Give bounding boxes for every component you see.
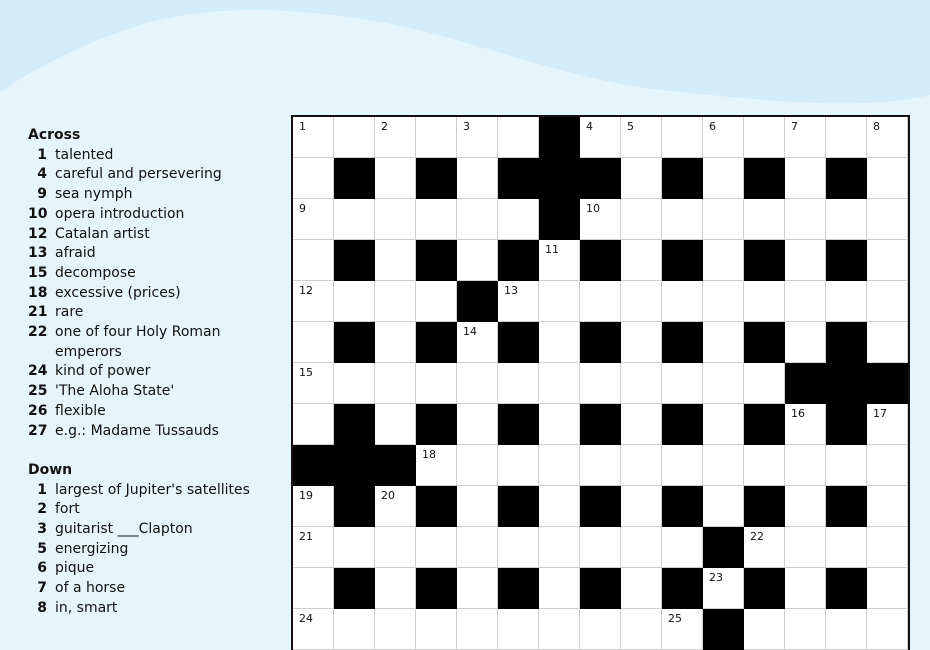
grid-cell[interactable]	[662, 199, 703, 240]
black-cell	[826, 240, 867, 281]
black-cell	[580, 322, 621, 363]
across-clue-26[interactable]	[28, 402, 283, 422]
grid-cell[interactable]	[621, 117, 662, 158]
across-clue-10[interactable]	[28, 205, 283, 225]
black-cell	[580, 486, 621, 527]
grid-cell[interactable]	[621, 486, 662, 527]
grid-cell[interactable]	[580, 199, 621, 240]
black-cell	[580, 404, 621, 445]
grid-cell[interactable]	[785, 199, 826, 240]
crossword-grid	[291, 115, 910, 650]
down-clue-2[interactable]	[28, 500, 283, 520]
cell-number: 8	[873, 120, 880, 133]
black-cell	[826, 322, 867, 363]
grid-cell[interactable]	[785, 486, 826, 527]
grid-cell[interactable]	[826, 527, 867, 568]
black-cell	[498, 240, 539, 281]
black-cell	[744, 568, 785, 609]
grid-cell[interactable]	[375, 486, 416, 527]
grid-cell[interactable]	[662, 363, 703, 404]
cell-number: 11	[545, 243, 559, 256]
grid-cell[interactable]	[375, 568, 416, 609]
clue-number: 15	[28, 264, 48, 281]
cell-number: 21	[299, 530, 313, 543]
grid-cell[interactable]	[621, 240, 662, 281]
grid-cell[interactable]	[539, 609, 580, 650]
grid-cell[interactable]	[580, 609, 621, 650]
cell-number: 25	[668, 612, 682, 625]
clue-number: 13	[28, 245, 48, 262]
cell-number: 23	[709, 571, 723, 584]
black-cell	[457, 281, 498, 322]
black-cell	[498, 486, 539, 527]
grid-cell[interactable]	[744, 609, 785, 650]
clue-number: 1	[37, 481, 47, 498]
grid-cell[interactable]	[785, 322, 826, 363]
across-clue-1[interactable]	[28, 146, 283, 166]
cell-number: 12	[299, 284, 313, 297]
grid-cell[interactable]	[621, 363, 662, 404]
clue-number: 22	[28, 324, 48, 341]
across-clue-9[interactable]	[28, 185, 283, 205]
grid-cell[interactable]	[621, 281, 662, 322]
clue-number: 7	[37, 580, 47, 597]
grid-cell[interactable]	[375, 609, 416, 650]
grid-cell[interactable]	[662, 445, 703, 486]
cell-number: 18	[422, 448, 436, 461]
across-section	[28, 126, 283, 441]
black-cell	[498, 322, 539, 363]
clue-text: sea nymph	[55, 186, 133, 203]
grid-cell[interactable]	[744, 527, 785, 568]
grid-cell[interactable]	[375, 281, 416, 322]
black-cell	[662, 322, 703, 363]
clue-number: 24	[28, 363, 48, 380]
grid-cell[interactable]	[293, 527, 334, 568]
clue-text: opera introduction	[55, 205, 185, 222]
clue-text: afraid	[55, 245, 96, 262]
clue-text: careful and persevering	[55, 166, 222, 183]
grid-cell[interactable]	[744, 199, 785, 240]
grid-cell[interactable]	[416, 363, 457, 404]
black-cell	[416, 486, 457, 527]
grid-cell[interactable]	[416, 117, 457, 158]
clue-number: 27	[28, 422, 48, 439]
black-cell	[744, 240, 785, 281]
grid-cell[interactable]	[703, 199, 744, 240]
cell-number: 22	[750, 530, 764, 543]
grid-cell[interactable]	[457, 117, 498, 158]
clue-number: 5	[37, 540, 47, 557]
black-cell	[539, 158, 580, 199]
clue-number: 3	[37, 521, 47, 538]
grid-cell[interactable]	[334, 527, 375, 568]
black-cell	[867, 363, 908, 404]
grid-cell[interactable]	[744, 281, 785, 322]
grid-cell[interactable]	[375, 117, 416, 158]
down-heading: Down	[28, 461, 73, 478]
cell-number: 3	[463, 120, 470, 133]
black-cell	[662, 158, 703, 199]
clue-number: 25	[28, 383, 48, 400]
grid-cell[interactable]	[416, 527, 457, 568]
grid-cell[interactable]	[539, 527, 580, 568]
black-cell	[416, 404, 457, 445]
grid-cell[interactable]	[744, 117, 785, 158]
grid-cell[interactable]	[703, 240, 744, 281]
black-cell	[703, 609, 744, 650]
cell-number: 24	[299, 612, 313, 625]
cell-number: 20	[381, 489, 395, 502]
grid-cell[interactable]	[457, 404, 498, 445]
grid-cell[interactable]	[457, 240, 498, 281]
clue-text: in, smart	[55, 599, 118, 616]
black-cell	[662, 404, 703, 445]
black-cell	[539, 117, 580, 158]
across-clue-13[interactable]	[28, 244, 283, 264]
clue-text: energizing	[55, 540, 129, 557]
grid-cell[interactable]	[785, 117, 826, 158]
black-cell	[785, 363, 826, 404]
grid-cell[interactable]	[703, 445, 744, 486]
grid-cell[interactable]	[826, 281, 867, 322]
black-cell	[744, 322, 785, 363]
grid-cell[interactable]	[539, 568, 580, 609]
grid-cell[interactable]	[703, 117, 744, 158]
across-clue-12[interactable]	[28, 225, 283, 245]
grid-cell[interactable]	[785, 568, 826, 609]
black-cell	[826, 486, 867, 527]
black-cell	[416, 240, 457, 281]
clue-number: 21	[28, 304, 48, 321]
grid-cell[interactable]	[457, 609, 498, 650]
across-clue-21[interactable]	[28, 303, 283, 323]
grid-cell[interactable]	[498, 445, 539, 486]
grid-cell[interactable]	[293, 363, 334, 404]
grid-cell[interactable]	[662, 117, 703, 158]
grid-cell[interactable]	[621, 158, 662, 199]
clue-number: 8	[37, 599, 47, 616]
grid-cell[interactable]	[293, 322, 334, 363]
black-cell	[416, 322, 457, 363]
cell-number: 9	[299, 202, 306, 215]
clue-text: 'The Aloha State'	[55, 383, 175, 400]
grid-cell[interactable]	[621, 568, 662, 609]
grid-cell[interactable]	[498, 199, 539, 240]
black-cell	[744, 486, 785, 527]
grid-cell[interactable]	[457, 527, 498, 568]
cell-number: 7	[791, 120, 798, 133]
grid-cell[interactable]	[334, 281, 375, 322]
grid-cell[interactable]	[334, 363, 375, 404]
grid-cell[interactable]	[703, 363, 744, 404]
clue-text: talented	[55, 146, 114, 163]
across-clue-22[interactable]	[28, 323, 283, 362]
grid-cell[interactable]	[826, 117, 867, 158]
clue-text: largest of Jupiter's satellites	[55, 481, 250, 498]
grid-cell[interactable]	[867, 158, 908, 199]
grid-cell[interactable]	[703, 404, 744, 445]
grid-cell[interactable]	[539, 486, 580, 527]
grid-cell[interactable]	[416, 199, 457, 240]
grid-cell[interactable]	[498, 609, 539, 650]
grid-cell[interactable]	[539, 281, 580, 322]
grid-cell[interactable]	[785, 527, 826, 568]
grid-cell[interactable]	[293, 568, 334, 609]
clue-text: decompose	[55, 264, 136, 281]
black-cell	[498, 158, 539, 199]
grid-cell[interactable]	[293, 117, 334, 158]
black-cell	[334, 445, 375, 486]
black-cell	[826, 568, 867, 609]
clue-number: 10	[28, 205, 48, 222]
down-clue-list	[28, 481, 283, 619]
clue-number: 18	[28, 284, 48, 301]
clue-text: Catalan artist	[55, 225, 150, 242]
grid-cell[interactable]	[785, 609, 826, 650]
grid-cell[interactable]	[375, 240, 416, 281]
grid-cell[interactable]	[785, 158, 826, 199]
grid-cell[interactable]	[334, 117, 375, 158]
cell-number: 10	[586, 202, 600, 215]
grid-cell[interactable]	[703, 281, 744, 322]
grid-cell[interactable]	[785, 281, 826, 322]
cell-number: 2	[381, 120, 388, 133]
black-cell	[662, 486, 703, 527]
down-clue-5[interactable]	[28, 540, 283, 560]
black-cell	[826, 158, 867, 199]
across-clue-15[interactable]	[28, 264, 283, 284]
clues-panel	[28, 126, 283, 619]
black-cell	[416, 568, 457, 609]
clue-number: 2	[37, 501, 47, 518]
black-cell	[539, 199, 580, 240]
grid-cell[interactable]	[621, 527, 662, 568]
grid-cell[interactable]	[293, 281, 334, 322]
clue-text: of a horse	[55, 580, 126, 597]
black-cell	[662, 240, 703, 281]
black-cell	[662, 568, 703, 609]
grid-cell[interactable]	[375, 527, 416, 568]
across-clue-24[interactable]	[28, 362, 283, 382]
grid-cell[interactable]	[621, 322, 662, 363]
clue-text: e.g.: Madame Tussauds	[55, 422, 219, 439]
grid-cell[interactable]	[539, 404, 580, 445]
grid-cell[interactable]	[457, 199, 498, 240]
grid-cell[interactable]	[293, 240, 334, 281]
grid-cell[interactable]	[662, 527, 703, 568]
black-cell	[334, 404, 375, 445]
cell-number: 14	[463, 325, 477, 338]
across-clue-27[interactable]	[28, 422, 283, 442]
black-cell	[580, 568, 621, 609]
grid-cell[interactable]	[457, 322, 498, 363]
across-clue-25[interactable]	[28, 382, 283, 402]
grid-cell[interactable]	[744, 445, 785, 486]
grid-cell[interactable]	[785, 445, 826, 486]
black-cell	[498, 404, 539, 445]
black-cell	[334, 158, 375, 199]
cell-number: 15	[299, 366, 313, 379]
cell-number: 4	[586, 120, 593, 133]
down-clue-8[interactable]	[28, 599, 283, 619]
grid-cell[interactable]	[498, 527, 539, 568]
grid-cell[interactable]	[498, 117, 539, 158]
cell-number: 17	[873, 407, 887, 420]
black-cell	[580, 240, 621, 281]
grid-cell[interactable]	[539, 363, 580, 404]
clue-number: 6	[37, 560, 47, 577]
grid-cell[interactable]	[375, 199, 416, 240]
grid-cell[interactable]	[867, 609, 908, 650]
black-cell	[703, 527, 744, 568]
grid-cell[interactable]	[867, 199, 908, 240]
grid-cell[interactable]	[539, 445, 580, 486]
black-cell	[826, 363, 867, 404]
black-cell	[334, 240, 375, 281]
black-cell	[744, 158, 785, 199]
clue-text: kind of power	[55, 363, 151, 380]
grid-cell[interactable]	[498, 281, 539, 322]
black-cell	[375, 445, 416, 486]
grid-cell[interactable]	[334, 609, 375, 650]
black-cell	[334, 486, 375, 527]
grid-cell[interactable]	[457, 568, 498, 609]
clue-number: 12	[28, 225, 48, 242]
clue-text: pique	[55, 560, 95, 577]
grid-cell[interactable]	[539, 322, 580, 363]
grid-cell[interactable]	[580, 281, 621, 322]
grid-cell[interactable]	[867, 240, 908, 281]
grid-cell[interactable]	[785, 404, 826, 445]
grid-cell[interactable]	[334, 199, 375, 240]
grid-cell[interactable]	[375, 363, 416, 404]
clue-text: excessive (prices)	[55, 284, 181, 301]
grid-cell[interactable]	[293, 199, 334, 240]
black-cell	[334, 568, 375, 609]
grid-cell[interactable]	[416, 445, 457, 486]
grid-cell[interactable]	[662, 609, 703, 650]
grid-cell[interactable]	[867, 486, 908, 527]
clue-number: 9	[37, 186, 47, 203]
grid-cell[interactable]	[867, 568, 908, 609]
cell-number: 6	[709, 120, 716, 133]
grid-cell[interactable]	[621, 609, 662, 650]
grid-cell[interactable]	[744, 363, 785, 404]
grid-cell[interactable]	[457, 486, 498, 527]
clue-text: flexible	[55, 402, 106, 419]
grid-cell[interactable]	[703, 486, 744, 527]
cell-number: 19	[299, 489, 313, 502]
grid-cell[interactable]	[580, 363, 621, 404]
grid-cell[interactable]	[826, 445, 867, 486]
grid-cell[interactable]	[416, 281, 457, 322]
grid-cell[interactable]	[580, 117, 621, 158]
clue-text: fort	[55, 501, 80, 518]
clue-text: guitarist ___Clapton	[55, 521, 193, 538]
grid-cell[interactable]	[621, 445, 662, 486]
grid-cell[interactable]	[867, 527, 908, 568]
cell-number: 5	[627, 120, 634, 133]
grid-cell[interactable]	[826, 609, 867, 650]
grid-cell[interactable]	[703, 568, 744, 609]
grid-cell[interactable]	[416, 609, 457, 650]
black-cell	[826, 404, 867, 445]
clue-number: 26	[28, 402, 48, 419]
grid-cell[interactable]	[457, 363, 498, 404]
grid-cell[interactable]	[662, 281, 703, 322]
down-clue-1[interactable]	[28, 481, 283, 501]
grid-cell[interactable]	[293, 404, 334, 445]
black-cell	[580, 158, 621, 199]
black-cell	[334, 322, 375, 363]
across-heading: Across	[28, 127, 81, 143]
black-cell	[416, 158, 457, 199]
across-clue-list	[28, 146, 283, 442]
grid-cell[interactable]	[867, 117, 908, 158]
grid-cell[interactable]	[498, 363, 539, 404]
grid-cell[interactable]	[293, 158, 334, 199]
grid-cell[interactable]	[375, 322, 416, 363]
grid-cell[interactable]	[867, 404, 908, 445]
grid-cell[interactable]	[457, 158, 498, 199]
clue-number: 4	[37, 166, 47, 183]
grid-cell[interactable]	[703, 158, 744, 199]
grid-cell[interactable]	[375, 404, 416, 445]
grid-cell[interactable]	[867, 281, 908, 322]
grid-cell[interactable]	[539, 240, 580, 281]
clue-number: 1	[37, 146, 47, 163]
down-clue-7[interactable]	[28, 579, 283, 599]
clue-text: rare	[55, 304, 84, 321]
grid-cell[interactable]	[580, 527, 621, 568]
cell-number: 16	[791, 407, 805, 420]
cell-number: 1	[299, 120, 306, 133]
black-cell	[744, 404, 785, 445]
across-clue-4[interactable]	[28, 165, 283, 185]
grid-cell[interactable]	[621, 199, 662, 240]
down-section	[28, 461, 283, 619]
down-clue-3[interactable]	[28, 520, 283, 540]
grid-cell[interactable]	[293, 609, 334, 650]
grid-cell[interactable]	[867, 445, 908, 486]
grid-cell[interactable]	[785, 240, 826, 281]
grid-cell[interactable]	[867, 322, 908, 363]
cell-number: 13	[504, 284, 518, 297]
grid-cell[interactable]	[703, 322, 744, 363]
across-clue-18[interactable]	[28, 284, 283, 304]
clue-text: one of four Holy Roman emperors	[55, 324, 221, 360]
grid-cell[interactable]	[293, 486, 334, 527]
black-cell	[498, 568, 539, 609]
grid-cell[interactable]	[621, 404, 662, 445]
down-clue-6[interactable]	[28, 559, 283, 579]
grid-cell[interactable]	[580, 445, 621, 486]
grid-cell[interactable]	[826, 199, 867, 240]
grid-cell[interactable]	[457, 445, 498, 486]
grid-cell[interactable]	[375, 158, 416, 199]
black-cell	[293, 445, 334, 486]
